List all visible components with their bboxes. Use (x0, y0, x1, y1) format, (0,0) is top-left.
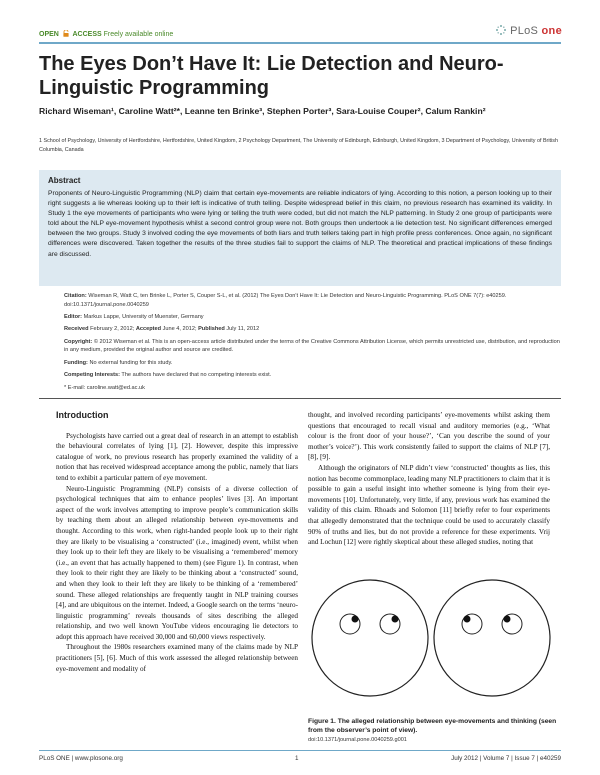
open-lock-icon (63, 30, 69, 37)
figure-caption-text: Figure 1. The alleged relationship between eye-movements and thinking (seen from the observer’s point of view). (308, 718, 557, 734)
article-metadata (64, 292, 561, 396)
accepted-label: Accepted (135, 326, 162, 333)
copyright-text: © 2012 Wiseman et al. This is an open-access article distributed under the terms of the Creative Commons Attribution License, which permits unrestricted use, distribution, and reproduction in any medium, provided the original author and source are credited. (64, 338, 560, 354)
accepted-date: June 4, 2012; (162, 326, 197, 333)
competing-label: Competing Interests: (64, 372, 120, 379)
footer-journal[interactable]: PLoS ONE | www.plosone.org (39, 755, 123, 762)
funding-line (64, 359, 561, 368)
left-face-eye-right (380, 614, 400, 634)
freely-available-label: Freely available online (103, 31, 174, 38)
figure-doi[interactable]: doi:10.1371/journal.pone.0040259.g001 (308, 737, 407, 743)
received-date: February 2, 2012; (90, 326, 135, 333)
right-paragraph-2: Although the originators of NLP didn’t view ‘constructed’ thoughts as lies, this notion has become commonplace, leading many NLP practitioners to claim that it is possible to gain a useful insight into whether someone is lying from their eye-movements [10]. Unfortunately, very little, if any, previous work has examined the validity of this claim. Rhoads and Solomon [11] briefly refer to four experiments that allegedly demonstrated that the technique could be used to accurately classify 90% of truths and lies, but do not provide a reference for these experiments. Vrij and Lochun [12] were rightly skeptical about these alleged studies, noting that (308, 463, 550, 547)
competing-interests-line (64, 371, 561, 380)
plos-dots-icon (495, 24, 507, 36)
affiliations: 1 School of Psychology, University of Hertfordshire, Hertfordshire, United Kingdom, 2 Psychology Department, The University of Edinburgh, Edinburgh, United Kingdom, 3 Department of Psychology, University of British Columbia, Canada (39, 138, 558, 153)
section-rule (39, 398, 561, 399)
right-paragraph-1: thought, and involved recording participants’ eye-movements whilst asking them questions that encouraged to recall visual and auditory memories (e.g., ‘What colour is the front door of your house?’, ‘Can you describe the sound of your mother’s voice?’). This work consistently failed to support the claims of NLP [7], [8], [9]. (308, 411, 550, 462)
abstract-box (39, 170, 561, 286)
introduction-heading: Introduction (56, 410, 109, 420)
citation-label: Citation: (64, 293, 87, 299)
figure-1-eye-diagram (300, 568, 560, 708)
figure-caption (308, 717, 560, 745)
footer-issue: July 2012 | Volume 7 | Issue 7 | e40259 (451, 755, 561, 762)
face-left (312, 580, 428, 696)
citation-line (64, 292, 561, 309)
copyright-label: Copyright: (64, 338, 93, 345)
editor-text: Markus Lappe, University of Muenster, Germany (83, 313, 204, 320)
left-face-eye-left (340, 614, 360, 634)
left-column (56, 410, 298, 674)
logo-plos-text: PLoS (510, 25, 539, 37)
right-face-eye-left (462, 614, 482, 634)
author-list: Richard Wiseman¹, Caroline Watt²*, Leanne ten Brinke³, Stephen Porter³, Sara-Louise Couper², Calum Rankin² (39, 106, 486, 116)
copyright-line (64, 338, 561, 355)
right-face-eye-right (502, 614, 522, 634)
received-label: Received (64, 326, 89, 333)
footer-rule (39, 750, 561, 751)
published-label: Published (198, 326, 225, 333)
open-access-badge (39, 30, 173, 38)
open-label: OPEN (39, 31, 59, 38)
article-title: The Eyes Don’t Have It: Lie Detection and Neuro-Linguistic Programming (39, 53, 504, 99)
journal-logo (495, 24, 562, 37)
intro-paragraph-3: Throughout the 1980s researchers examined many of the claims made by NLP practitioners [5], [6]. Much of this work assessed the alleged relationship between eye-movement and modality of (56, 643, 298, 673)
face-right (434, 580, 550, 696)
logo-one-text: one (541, 25, 562, 37)
editor-line (64, 313, 561, 322)
editor-label: Editor: (64, 313, 83, 320)
access-label: ACCESS (72, 31, 102, 38)
intro-paragraph-2: Neuro-Linguistic Programming (NLP) consists of a diverse collection of psychological techniques that aim to enhance peoples’ lives [3]. An important aspect of the work involves attempting to improve people’s communication skills by teaching them about an alleged relationship between eye-movements and thought. According to this work, when right-handed people look up to their right they are likely to be visualising a ‘constructed’ (i.e., imagined) event, whilst when they look up to their left they are likely to be visualising a ‘remembered’ memory (i.e., an event that has actually happened to them) (see Figure 1). In contrast, when they look to their right they are likely to be thinking about a ‘constructed’ sound, and when they look to their left they are likely to be thinking of a ‘remembered’ sound. These alleged relationships are frequently taught in NLP training courses [4], and are ubiquitous on the internet. Indeed, a Google search on the terms ‘neuro-linguistic programming’ reveals thousands of sites describing the alleged relationship, and two well known YouTube videos encouraging lie detectors to adopt this approach have received 30,000 and 60,000 views respectively. (56, 484, 298, 641)
intro-paragraph-1: Psychologists have carried out a great deal of research in an attempt to establish the behavioural correlates of lying [1], [2]. However, despite this impressive catalogue of work, no previous research has properly examined the validity of a notion that has received widespread acceptance among the public, namely that liars tend to exhibit a particular pattern of eye movement. (56, 431, 298, 482)
email-line: * E-mail: caroline.watt@ed.ac.uk (64, 384, 145, 391)
funding-text: No external funding for this study. (89, 359, 173, 366)
dates-line (64, 325, 561, 334)
abstract-text: Proponents of Neuro-Linguistic Programming (NLP) claim that certain eye-movements are reliable indicators of lying. According to this notion, a person looking up to their right suggests a lie whereas looking up to their left is indicative of truth telling. Despite widespread belief in this claim, no previous research has examined its validity. In Study 1 the eye movements of participants who were lying or telling the truth were coded, but did not match the NLP patterning. In Study 2 one group of participants were told about the NLP eye-movement hypothesis whilst a second control group were not. Both groups then undertook a lie detection test. No significant differences emerged between the two groups. Study 3 involved coding the eye movements of both liars and truth tellers taking part in high profile press conferences. Once again, no significant differences were discovered. Taken together the results of the three studies fail to support the claims of NLP. The theoretical and practical implications of these findings are discussed. (48, 190, 552, 258)
competing-text: The authors have declared that no competing interests exist. (121, 372, 272, 379)
right-column (308, 410, 550, 548)
abstract-heading: Abstract (48, 176, 81, 185)
published-date: July 11, 2012 (226, 326, 260, 333)
header-rule (39, 42, 561, 44)
funding-label: Funding: (64, 359, 88, 366)
citation-text: Wiseman R, Watt C, ten Brinke L, Porter S, Couper S-L, et al. (2012) The Eyes Don’t Have It: Lie Detection and Neuro-Linguistic Programming. PLoS ONE 7(7): e40259. doi:10.1371/journal.pone.0040259 (64, 293, 507, 308)
page-number: 1 (295, 755, 299, 762)
